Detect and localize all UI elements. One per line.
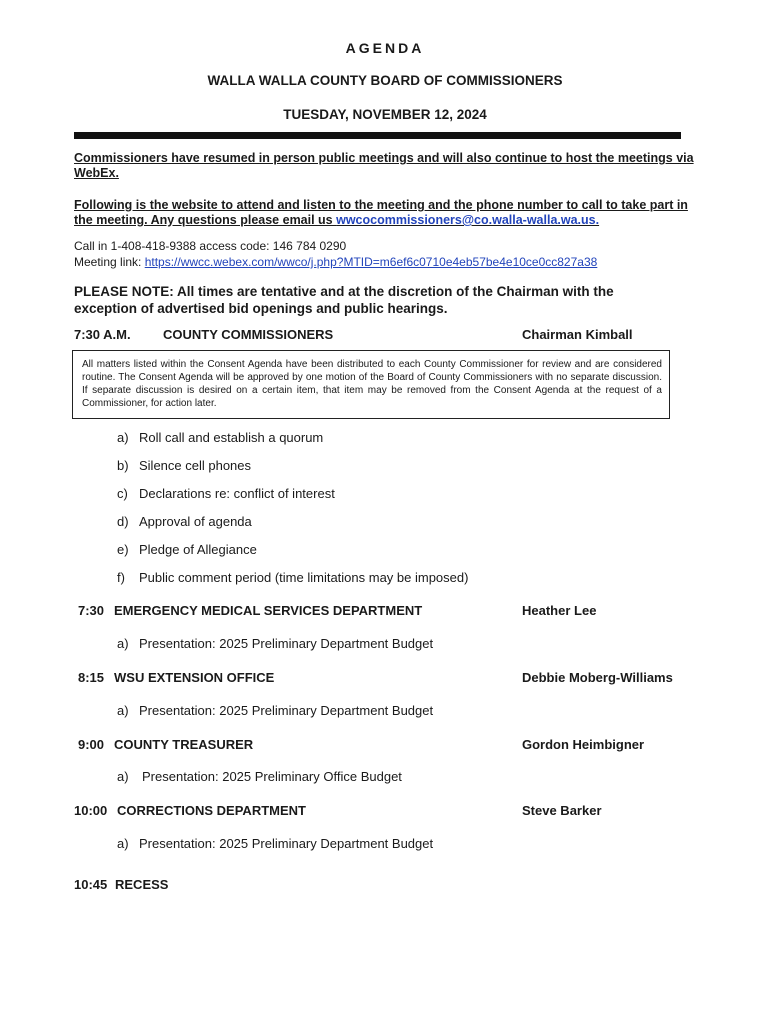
in-person-notice: Commissioners have resumed in person public meetings and will also continue to host the meetings via WebEx. <box>74 151 694 180</box>
list-item <box>117 542 257 557</box>
list-item <box>117 430 323 445</box>
list-item <box>117 514 252 529</box>
item-text: Declarations re: conflict of interest <box>139 486 335 501</box>
section-time: 10:00 <box>74 803 108 818</box>
item-label: a) <box>117 836 129 851</box>
item-label: f) <box>117 570 125 585</box>
section-presenter: Gordon Heimbigner <box>522 737 645 752</box>
item-label: a) <box>117 769 129 784</box>
item-text: Roll call and establish a quorum <box>139 430 324 445</box>
item-text: Presentation: 2025 Preliminary Department Budget <box>139 836 434 851</box>
list-item <box>117 486 335 501</box>
list-item <box>117 703 433 718</box>
call-in-info: Call in 1-408-418-9388 access code: 146 784 0290 <box>74 239 347 253</box>
section-presenter: Chairman Kimball <box>522 327 633 342</box>
item-label: b) <box>117 458 129 473</box>
section-title: RECESS <box>115 877 169 892</box>
item-label: d) <box>117 514 129 529</box>
list-item <box>117 636 433 651</box>
item-label: a) <box>117 703 129 718</box>
website-notice <box>74 198 694 228</box>
section-time: 7:30 <box>78 603 105 618</box>
meeting-link-row <box>74 255 597 269</box>
section-time: 9:00 <box>78 737 105 752</box>
section-presenter: Heather Lee <box>522 603 597 618</box>
meeting-date: TUESDAY, NOVEMBER 12, 2024 <box>283 107 487 122</box>
website-intro: Following is the website to attend and listen to the meeting and the phone number to call to take part in the meeting. Any questions please email us <box>74 198 688 227</box>
item-text: Presentation: 2025 Preliminary Office Budget <box>142 769 402 784</box>
please-note: PLEASE NOTE: All times are tentative and at the discretion of the Chairman with the exception of advertised bid openings and public hearings. <box>74 284 614 316</box>
section-presenter: Debbie Moberg-Williams <box>522 670 673 685</box>
section-time: 10:45 <box>74 877 108 892</box>
section-time: 8:15 <box>78 670 105 685</box>
item-text: Approval of agenda <box>139 514 252 529</box>
item-text: Silence cell phones <box>139 458 252 473</box>
consent-agenda-note: All matters listed within the Consent Agenda have been distributed to each County Commissioner for review and are considered routine. The Consent Agenda will be approved by one motion of the Board of County Commissioners with no separate discussion. If separate discussion is desired on a certain item, that item may be removed from the Consent Agenda at the request of a Commissioner, for action later. <box>82 359 662 409</box>
meeting-link[interactable]: https://wwcc.webex.com/wwco/j.php?MTID=m6ef6c0710e4eb57be4e10ce0cc827a38 <box>144 255 598 269</box>
item-label: a) <box>117 430 129 445</box>
item-text: Public comment period (time limitations may be imposed) <box>139 570 469 585</box>
section-title: EMERGENCY MEDICAL SERVICES DEPARTMENT <box>114 603 423 618</box>
email-link[interactable]: wwcocommissioners@co.walla-walla.wa.us. <box>336 213 600 227</box>
section-time: 7:30 A.M. <box>74 327 131 342</box>
agenda-title: AGENDA <box>345 40 425 56</box>
board-name: WALLA WALLA COUNTY BOARD OF COMMISSIONERS <box>207 73 563 88</box>
header-divider <box>74 132 681 139</box>
item-label: a) <box>117 636 129 651</box>
list-item <box>117 836 433 851</box>
section-title: COUNTY COMMISSIONERS <box>163 327 334 342</box>
item-label: c) <box>117 486 128 501</box>
item-text: Presentation: 2025 Preliminary Department Budget <box>139 703 434 718</box>
item-label: e) <box>117 542 129 557</box>
list-item <box>117 570 468 585</box>
list-item <box>117 769 402 784</box>
section-title: WSU EXTENSION OFFICE <box>114 670 275 685</box>
section-presenter: Steve Barker <box>522 803 602 818</box>
meeting-link-label: Meeting link: <box>74 255 145 269</box>
item-text: Pledge of Allegiance <box>139 542 257 557</box>
section-title: CORRECTIONS DEPARTMENT <box>117 803 306 818</box>
section-title: COUNTY TREASURER <box>114 737 254 752</box>
item-text: Presentation: 2025 Preliminary Department Budget <box>139 636 434 651</box>
list-item <box>117 458 251 473</box>
